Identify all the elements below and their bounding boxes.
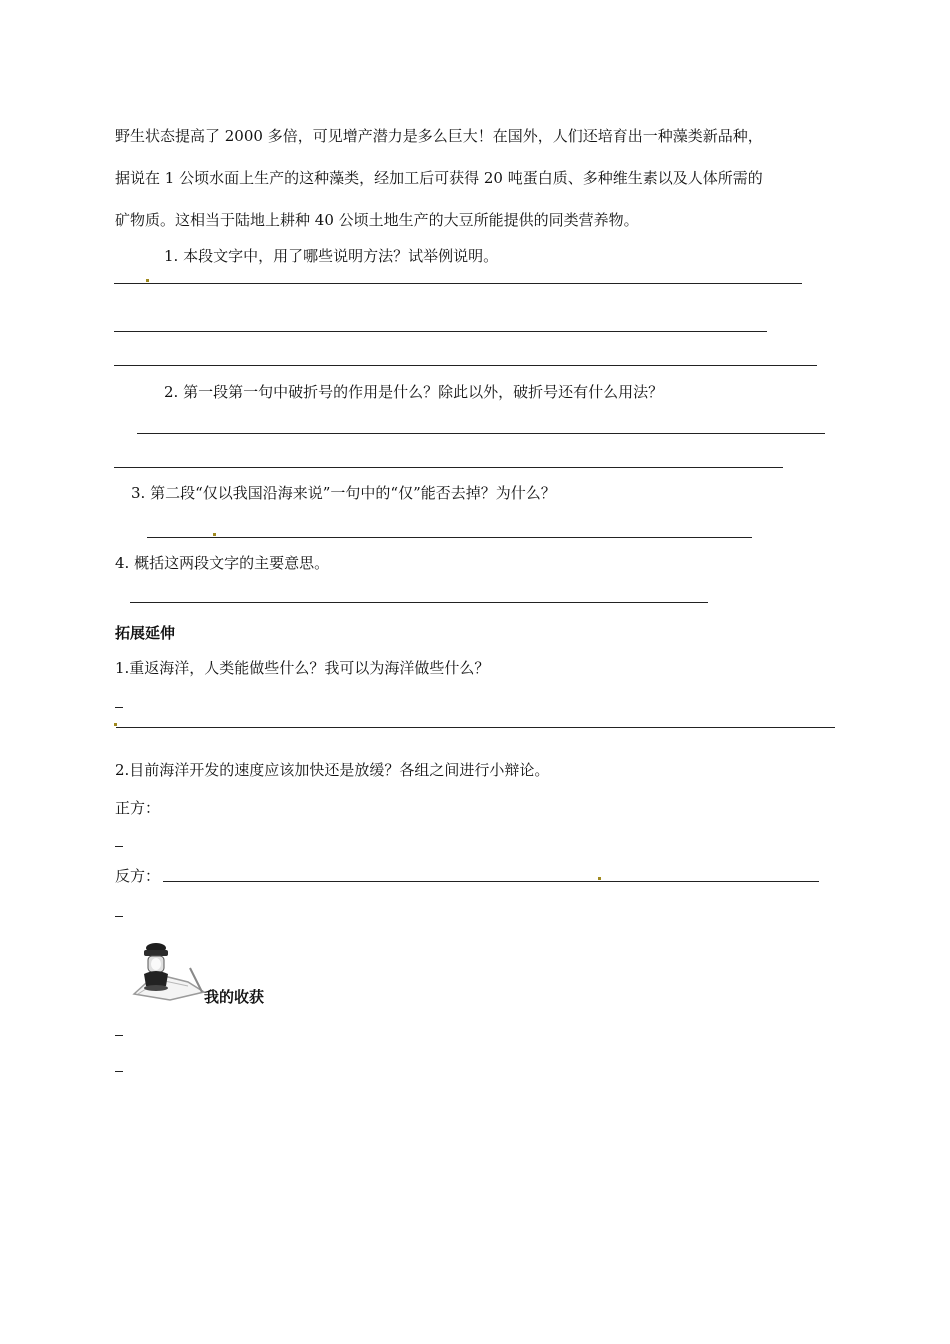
answer-line[interactable] xyxy=(114,365,817,366)
answer-line[interactable] xyxy=(114,331,767,332)
passage-line-1: 野生状态提高了 2000 多倍，可见增产潜力是多么巨大！在国外，人们还培育出一种藻类新品种， xyxy=(115,127,763,145)
con-label: 反方： xyxy=(115,867,161,885)
dash-mark xyxy=(115,916,123,917)
section-heading-extension: 拓展延伸 xyxy=(115,624,176,642)
answer-line[interactable] xyxy=(114,283,802,284)
pro-label: 正方： xyxy=(115,799,161,817)
dash-mark xyxy=(115,1071,123,1072)
reading-lamp-icon xyxy=(130,938,206,1002)
extension-question-1: 1.重返海洋，人类能做些什么？我可以为海洋做些什么？ xyxy=(115,659,490,677)
section-heading-harvest: 我的收获 xyxy=(204,988,265,1006)
question-2: 2. 第一段第一句中破折号的作用是什么？除此以外，破折号还有什么用法？ xyxy=(164,383,664,401)
answer-line[interactable] xyxy=(116,727,835,728)
mark-dot xyxy=(213,533,216,536)
mark-dot xyxy=(598,877,601,880)
answer-line[interactable] xyxy=(130,602,708,603)
answer-line[interactable] xyxy=(163,881,819,882)
question-1: 1. 本段文字中，用了哪些说明方法？试举例说明。 xyxy=(164,247,499,265)
question-3: 3. 第二段“仅以我国沿海来说”一句中的“仅”能否去掉？为什么？ xyxy=(131,484,556,502)
dash-mark xyxy=(115,1035,123,1036)
question-4: 4. 概括这两段文字的主要意思。 xyxy=(115,554,330,572)
dash-mark xyxy=(115,707,123,708)
passage-line-2: 据说在 1 公顷水面上生产的这种藻类，经加工后可获得 20 吨蛋白质、多种维生素以及人体所需的 xyxy=(115,169,763,187)
answer-line[interactable] xyxy=(147,537,752,538)
extension-question-2: 2.目前海洋开发的速度应该加快还是放缓？各组之间进行小辩论。 xyxy=(115,761,550,779)
mark-dot xyxy=(146,279,149,282)
dash-mark xyxy=(115,846,123,847)
answer-line[interactable] xyxy=(137,433,825,434)
passage-line-3: 矿物质。这相当于陆地上耕种 40 公顷土地生产的大豆所能提供的同类营养物。 xyxy=(115,211,639,229)
answer-line[interactable] xyxy=(114,467,783,468)
mark-dot xyxy=(114,723,117,726)
